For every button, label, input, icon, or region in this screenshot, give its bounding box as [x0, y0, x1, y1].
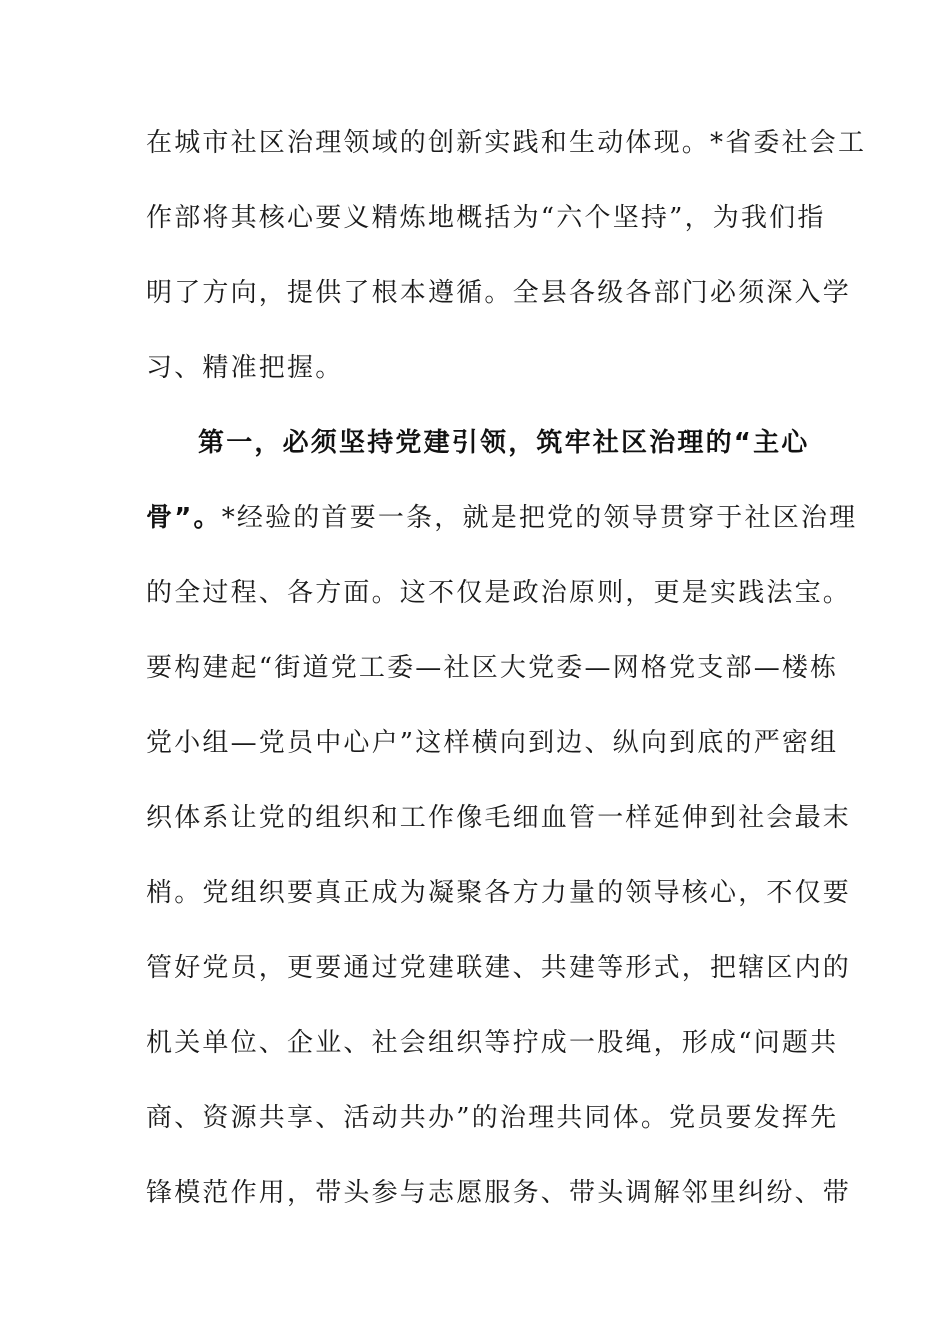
- paragraph-2-line-8: 机关单位、企业、社会组织等拧成一股绳，形成“问题共: [146, 1028, 839, 1058]
- paragraph-2-line-3: 要构建起“街道党工委—社区大党委—网格党支部—楼栋: [146, 653, 839, 683]
- section-heading-line-2: [146, 498, 858, 538]
- section-heading-line-1: 第一，必须坚持党建引领，筑牢社区治理的“主心: [198, 428, 810, 458]
- paragraph-2-line-2: 的全过程、各方面。这不仅是政治原则，更是实践法宝。: [146, 578, 852, 608]
- paragraph-1-line-1: 在城市社区治理领域的创新实践和生动体现。*省委社会工: [146, 128, 867, 158]
- paragraph-2-line-9: 商、资源共享、活动共办”的治理共同体。党员要发挥先: [146, 1103, 839, 1133]
- paragraph-2-line-7: 管好党员，更要通过党建联建、共建等形式，把辖区内的: [146, 953, 852, 983]
- paragraph-2-line-10: 锋模范作用，带头参与志愿服务、带头调解邻里纠纷、带: [146, 1178, 852, 1208]
- paragraph-2-line-4: 党小组—党员中心户”这样横向到边、纵向到底的严密组: [146, 728, 839, 758]
- paragraph-2-line-1: *经验的首要一条，就是把党的领导贯穿于社区治理: [221, 503, 858, 533]
- paragraph-1-line-4: 习、精准把握。: [146, 353, 344, 383]
- paragraph-2-line-5: 织体系让党的组织和工作像毛细血管一样延伸到社会最末: [146, 803, 852, 833]
- paragraph-2-line-6: 梢。党组织要真正成为凝聚各方力量的领导核心，不仅要: [146, 878, 852, 908]
- section-heading-end: 骨”。: [146, 503, 222, 533]
- paragraph-1-line-3: 明了方向，提供了根本遵循。全县各级各部门必须深入学: [146, 278, 852, 308]
- paragraph-1-line-2: 作部将其核心要义精炼地概括为“六个坚持”，为我们指: [146, 203, 826, 233]
